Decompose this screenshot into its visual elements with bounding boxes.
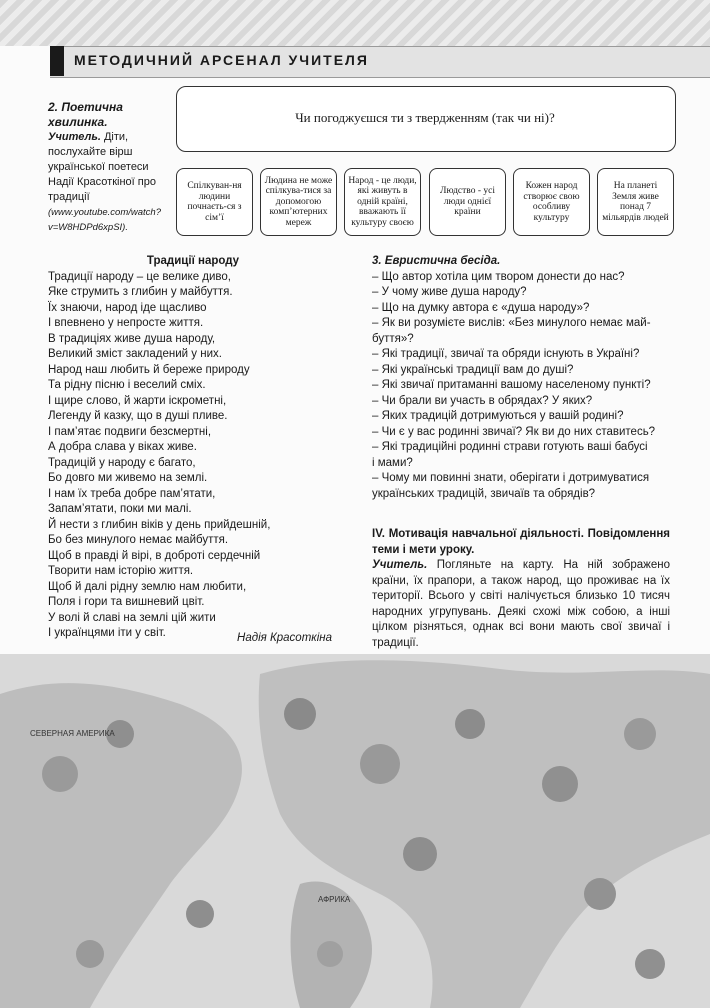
poem-title: Традиції народу <box>146 255 240 267</box>
question-line: – Які традиційні родинні страви готують ваші бабусі <box>372 441 648 453</box>
poem-line: Традиції народу – це велике диво, <box>48 270 232 283</box>
intro-lead: Учитель. <box>48 131 101 143</box>
poem-line: А добра слава у віках живе. <box>48 441 197 453</box>
statement-box: Спілкуван-ня людини почнаєть-ся з сім’ї <box>176 168 253 236</box>
poem-line: У волі й славі на землі цій жити <box>48 611 216 624</box>
question-line: – Чи є у вас родинні звичаї? Як ви до них ставитесь? <box>372 425 656 438</box>
question-line: – У чому живе душа народу? <box>372 286 527 298</box>
poem-line: Бо довго ми живемо на землі. <box>48 472 208 484</box>
statement-box: На планеті Земля живе понад 7 мільярдів людей <box>597 168 674 236</box>
question-text: Чи погоджуєшся ти з твердженням (так чи ні)? <box>295 110 555 125</box>
statement-box: Людство - усі люди однієї країни <box>429 168 506 236</box>
map-label-africa: АФРИКА <box>318 895 351 904</box>
decorative-top-band <box>0 0 710 46</box>
poem-line: Легенду й казку, що в душі пливе. <box>48 410 228 422</box>
intro-paragraph <box>48 130 161 235</box>
question-line: – Що автор хотіла цим твором донести до нас? <box>372 270 625 283</box>
motivation-heading: IV. Мотивація навчальної діяльності. Повідомлення теми і мети уроку. <box>372 528 670 556</box>
poem-line: Народ наш любить й береже природу <box>48 363 250 376</box>
question-line: – Чому ми повинні знати, оберігати і дотримуватися <box>372 472 650 484</box>
poem-line: Поля і гори та вишневий цвіт. <box>48 596 205 608</box>
poem-line: Їх знаючи, народ іде щасливо <box>48 301 207 314</box>
statement-box: Людина не може спілкува-тися за допомогою комп’ютерних мереж <box>260 168 337 236</box>
intro-heading: 2. Поетична хвилинка. <box>48 100 123 129</box>
poem-line: Запам’ятати, поки ми малі. <box>48 503 192 515</box>
heuristic-conversation <box>372 254 670 502</box>
statement-box: Кожен народ створює свою особливу культуру <box>513 168 590 236</box>
poem-line: Й нести з глибин віків у день прийдешній, <box>48 518 271 531</box>
poem-author: Надія Красоткіна <box>237 632 332 644</box>
poem-line: І щире слово, й жарти іскрометні, <box>48 394 227 407</box>
intro-block <box>48 100 161 235</box>
question-line: – Які українські традиції вам до душі? <box>372 363 574 376</box>
poem-line: Щоб в правді й вірі, в доброті сердечній <box>48 549 261 562</box>
page-header-title: МЕТОДИЧНИЙ АРСЕНАЛ УЧИТЕЛЯ <box>74 52 369 68</box>
motivation-lead: Учитель. <box>372 559 428 571</box>
question-line: – Які традиції, звичаї та обряди існують в Україні? <box>372 348 640 360</box>
poem-line: Яке струмить з глибин у майбуття. <box>48 286 233 298</box>
poem-line: І українцями іти у світ. <box>48 627 166 639</box>
poem-line: Традицій у народу є багато, <box>48 456 196 469</box>
poem <box>48 254 338 642</box>
poem-line: Творити нам історію життя. <box>48 565 194 577</box>
poem-line: Щоб й далі рідну землю нам любити, <box>48 580 247 593</box>
poem-line: В традиціях живе душа народу, <box>48 332 216 345</box>
motivation-text: Погляньте на карту. На ній зображено країни, їх прапори, а також народ, що проживає на їх території. Всього у світі налічується близько 10 тисяч народних угрупувань. Деякі схожі між собою, а інші цілком різняться, однак всі вони мають свої звичаї і традиції. <box>372 559 670 649</box>
intro-text: Діти, послухайте вірш української поетеси Надії Красоткіної про традиції <box>48 131 156 203</box>
question-line: – Чи брали ви участь в обрядах? У яких? <box>372 394 593 407</box>
world-peoples-map <box>0 654 710 1008</box>
poem-line: Та рідну пісню і веселий сміх. <box>48 379 206 391</box>
statement-box: Народ - це люди, які живуть в одній країні, вважають її культуру своєю <box>344 168 421 236</box>
question-line: і мами? <box>372 456 413 469</box>
poem-line: І впевнено у непросте життя. <box>48 317 204 329</box>
question-line: – Як ви розумієте вислів: «Без минулого немає май- <box>372 317 651 329</box>
question-line: буття»? <box>372 332 414 345</box>
motivation-section <box>372 527 670 651</box>
question-line: – Які звичаї притаманні вашому населеному пункті? <box>372 379 651 391</box>
poem-line: Бо без минулого немає майбуття. <box>48 534 229 546</box>
question-line: – Яких традицій дотримуються у вашій родині? <box>372 410 624 422</box>
conversation-title: 3. Евристична бесіда. <box>372 255 501 267</box>
question-line: українських традицій, звичаїв та обрядів? <box>372 487 596 500</box>
question-line: – Що на думку автора є «душа народу»? <box>372 301 590 314</box>
motivation-paragraph <box>372 558 670 651</box>
poem-line: І пам’ятає подвиги безсмертні, <box>48 425 212 438</box>
intro-url: (www.youtube.com/watch?v=W8HDPd6xpSI). <box>48 207 161 233</box>
map-label-north-america: СЕВЕРНАЯ АМЕРИКА <box>30 729 115 738</box>
header-accent <box>50 46 64 76</box>
poem-line: І нам їх треба добре пам’ятати, <box>48 487 216 500</box>
poem-line: Великий зміст закладений у них. <box>48 348 222 360</box>
